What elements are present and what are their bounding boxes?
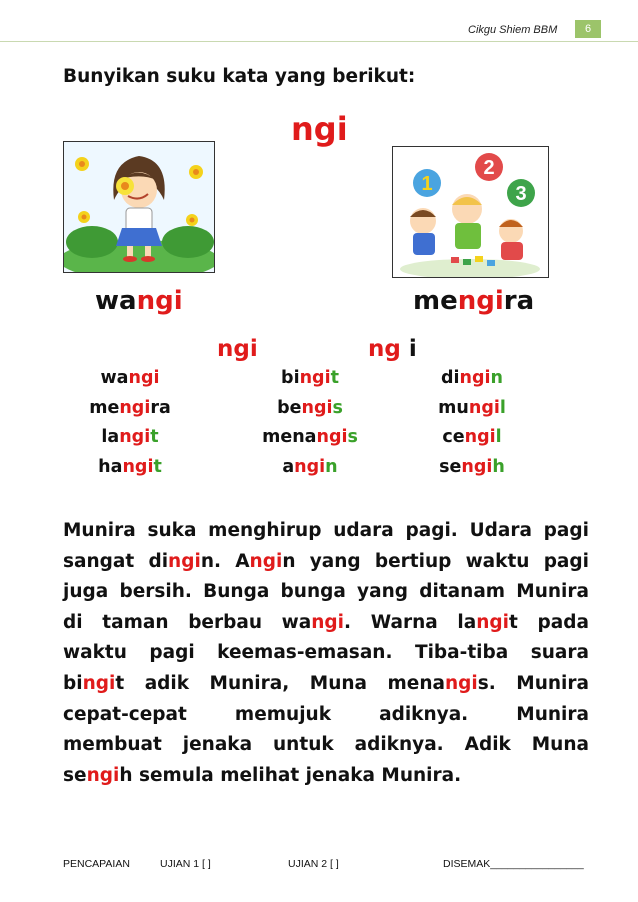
paragraph-highlight: ngi: [82, 672, 116, 694]
word-list-item: [235, 368, 385, 388]
word-list-item: [55, 457, 205, 477]
word-part-highlight: ngi: [128, 368, 160, 388]
paragraph-text: t adik Munira, Muna mena: [115, 672, 445, 694]
word-part: ha: [98, 457, 123, 477]
footer-ujian-2: UJIAN 2 [ ]: [288, 858, 339, 870]
word-part: wa: [95, 286, 137, 316]
reading-paragraph: [63, 516, 589, 791]
word-part: mu: [438, 398, 469, 418]
paragraph-line: [63, 638, 589, 669]
paragraph-text: sangat di: [63, 550, 169, 572]
word-list-item: [55, 368, 205, 388]
header-brand: Cikgu Shiem BBM: [468, 24, 558, 36]
word-list-item: [397, 368, 547, 388]
paragraph-line: [63, 761, 589, 792]
word-list-item: [397, 398, 547, 418]
picture-word-mengira: [413, 286, 534, 316]
paragraph-highlight: ngi: [476, 611, 510, 633]
paragraph-highlight: ngi: [445, 672, 478, 694]
paragraph-text: membuat jenaka untuk adiknya. Adik Muna: [63, 734, 589, 756]
paragraph-highlight: ngi: [311, 611, 345, 633]
paragraph-text: di taman berbau wa: [63, 611, 312, 633]
word-part: me: [413, 286, 458, 316]
paragraph-highlight: ngi: [86, 764, 120, 786]
word-part-highlight: ngi: [299, 368, 331, 388]
word-part: wa: [100, 368, 129, 388]
syllable-i: i: [408, 336, 417, 362]
word-list-item: [235, 457, 385, 477]
word-part-final: n: [325, 457, 338, 477]
paragraph-text: juga bersih. Bunga bunga yang ditanam Munira: [63, 581, 589, 603]
word-part: be: [277, 398, 302, 418]
word-part-highlight: ngi: [122, 457, 154, 477]
word-list-item: [397, 427, 547, 447]
word-part: mena: [262, 427, 317, 447]
word-part: ce: [442, 427, 465, 447]
word-list-item: [55, 398, 205, 418]
footer-ujian-1: UJIAN 1 [ ]: [160, 858, 211, 870]
word-list-item: [235, 427, 385, 447]
paragraph-highlight: ngi: [249, 550, 283, 572]
paragraph-line: [63, 516, 589, 547]
paragraph-text: Munira suka menghirup udara pagi. Udara pagi: [63, 520, 589, 541]
number-3-label: 3: [515, 183, 527, 205]
header-divider: [0, 41, 638, 42]
paragraph-line: [63, 547, 589, 578]
paragraph-text: bi: [63, 672, 83, 694]
paragraph-highlight: ngi: [168, 550, 201, 572]
number-2-label: 2: [483, 157, 495, 179]
word-part-final: l: [499, 398, 506, 418]
word-part: la: [101, 427, 120, 447]
children-counting-illustration: [393, 147, 548, 277]
paragraph-line: [63, 669, 589, 700]
word-part: bi: [281, 368, 300, 388]
paragraph-line: [63, 730, 589, 761]
paragraph-text: n yang bertiup waktu pagi: [282, 550, 589, 572]
paragraph-text: s. Munira: [477, 672, 589, 694]
paragraph-text: se: [63, 764, 87, 786]
word-part-highlight: ngi: [316, 427, 348, 447]
word-part: ra: [503, 286, 535, 316]
paragraph-text: waktu pagi keemas-emasan. Tiba-tiba suara: [63, 642, 589, 664]
children-counting-numbers-picture: [392, 146, 549, 278]
word-part-highlight: ngi: [119, 427, 151, 447]
paragraph-text: . Warna la: [344, 611, 477, 633]
instruction-heading: Bunyikan suku kata yang berikut:: [63, 66, 416, 87]
focus-syllable: ngi: [291, 110, 348, 148]
paragraph-line: [63, 608, 589, 639]
footer-disemak: DISEMAK________________: [443, 858, 584, 870]
word-part-highlight: ngi: [294, 457, 326, 477]
word-part-final: s: [332, 398, 343, 418]
word-part: a: [282, 457, 295, 477]
paragraph-text: h semula melihat jenaka Munira.: [119, 764, 462, 786]
paragraph-line: [63, 700, 589, 731]
word-part-highlight: ngi: [457, 286, 504, 316]
paragraph-line: [63, 577, 589, 608]
word-part-highlight: ngi: [461, 457, 493, 477]
word-part-highlight: ngi: [459, 368, 491, 388]
word-part-highlight: ngi: [301, 398, 333, 418]
page-number-badge: 6: [575, 20, 601, 38]
word-part-final: n: [490, 368, 503, 388]
syllable-ng: ng: [368, 336, 401, 362]
word-part-highlight: ngi: [119, 398, 151, 418]
word-part-final: t: [330, 368, 339, 388]
word-part-final: l: [495, 427, 502, 447]
word-part-highlight: ngi: [136, 286, 183, 316]
girl-smelling-flower-picture: [63, 141, 215, 273]
paragraph-text: t pada: [509, 611, 589, 633]
word-part-highlight: ngi: [468, 398, 500, 418]
word-part: se: [439, 457, 462, 477]
word-part-final: h: [492, 457, 505, 477]
paragraph-text: cepat-cepat memujuk adiknya. Munira: [63, 703, 589, 725]
word-list-item: [397, 457, 547, 477]
girl-flower-illustration: [64, 142, 214, 272]
word-list-item: [235, 398, 385, 418]
footer-pencapaian: PENCAPAIAN: [63, 858, 130, 870]
word-part-final: t: [150, 427, 159, 447]
word-part-final: s: [347, 427, 358, 447]
syllable-ng-i: [368, 336, 417, 362]
word-part: ra: [150, 398, 171, 418]
word-part: me: [89, 398, 120, 418]
word-part-highlight: ngi: [464, 427, 496, 447]
number-1-label: 1: [421, 173, 433, 195]
word-list-item: [55, 427, 205, 447]
word-part-final: t: [153, 457, 162, 477]
picture-word-wangi: [95, 286, 183, 316]
word-part: di: [441, 368, 460, 388]
paragraph-text: n. A: [200, 550, 250, 572]
syllable-ngi: ngi: [217, 336, 258, 362]
